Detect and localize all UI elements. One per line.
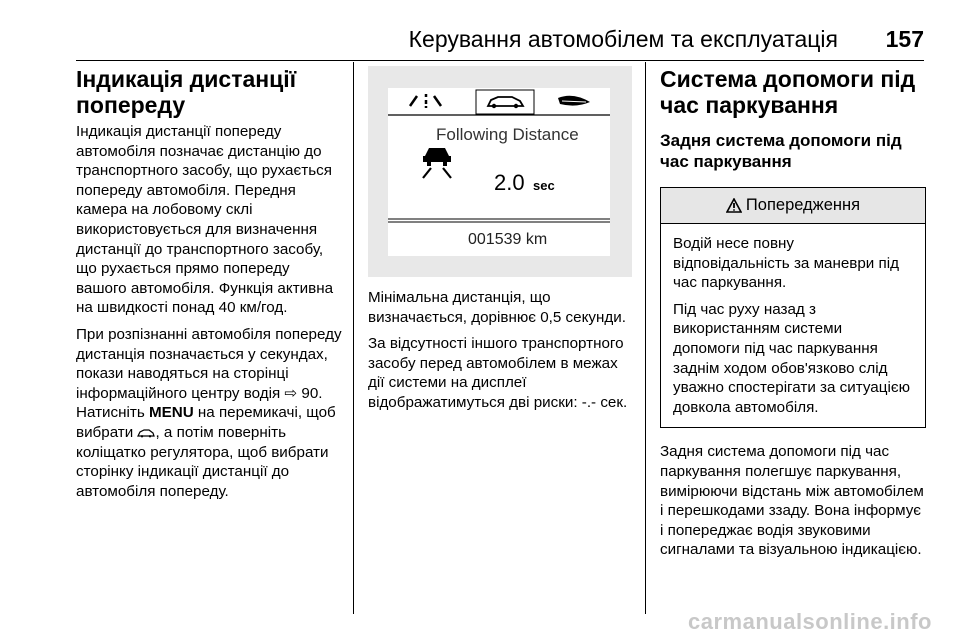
header-divider xyxy=(76,60,924,61)
page-reference-link[interactable]: 90 xyxy=(301,384,319,402)
distance-value: 2.0 xyxy=(494,170,525,195)
distance-unit: sec xyxy=(533,178,555,193)
page-header xyxy=(76,26,924,60)
vehicle-info-icon xyxy=(137,428,155,438)
paragraph: Мінімальна дистанція, що визначається, дорівнює 0,5 секунди. xyxy=(368,289,626,326)
column-divider-1 xyxy=(353,62,354,614)
menu-button-label: MENU xyxy=(148,404,194,422)
warning-box xyxy=(660,187,926,428)
section-heading-parking-assist: Система допомоги під час паркування xyxy=(660,66,916,118)
paragraph: Індикація дистанції попереду автомобіля позначає дистанцію до транспортного засобу, що рухається попереду автомобіля. Передня камера на лобовому склі використовується для визначення дистанції до транспортного засобу, що рухається прямо попереду вашого автомобіля. Функція активна на швидкості понад 40 км/год. xyxy=(76,123,334,317)
screen-title: Following Distance xyxy=(436,125,579,144)
warning-title: Попередження xyxy=(745,196,861,214)
paragraph: Задня система допомоги під час паркування полегшує паркування, вимірюючи відстань між автомобілем і перешкодами ззаду. Вона інформує і попереджає водія звуковими сигналами та візуальною індикацією. xyxy=(660,443,924,559)
odometer: 001539 km xyxy=(468,231,548,248)
text-run: , а потім поверніть коліщатко регулятора, щоб вибрати сторінку індикації дистанції до автомобіля попереду. xyxy=(76,423,329,500)
header-title: Керування автомобілем та експлуатація xyxy=(408,26,838,52)
dic-display-illustration xyxy=(368,66,632,277)
dic-screen xyxy=(388,88,610,256)
distance-car-icon xyxy=(423,148,451,178)
page-number: 157 xyxy=(885,26,924,52)
paragraph: За відсутності іншого транспортного засобу перед автомобілем в межах дії системи на дисплеї відображатимуться дві риски: -.- сек. xyxy=(368,335,628,411)
column-1 xyxy=(76,66,344,508)
text-run: . Натисніть xyxy=(76,384,323,422)
warning-paragraph: Водій несе повну відповідальність за маневри під час паркування. xyxy=(673,235,899,292)
column-2 xyxy=(368,66,632,420)
eco-leaf-icon xyxy=(558,96,590,106)
text-run: При розпізнанні автомобіля попереду дистанція позначається у секундах, покази наводяться на сторінці інформаційного центру водія xyxy=(76,325,342,402)
lane-departure-icon xyxy=(410,94,441,108)
column-divider-2 xyxy=(645,62,646,614)
column-3 xyxy=(660,66,926,567)
subsection-heading-rear-parking-assist: Задня система допомоги під час паркування xyxy=(660,131,902,171)
page-reference-icon: ⇨ xyxy=(284,384,298,402)
paragraph xyxy=(76,325,344,501)
warning-triangle-icon xyxy=(726,198,742,213)
distance-readout xyxy=(494,170,555,196)
watermark: carmanualsonline.info xyxy=(688,609,932,634)
warning-header xyxy=(661,188,925,224)
section-heading-following-distance: Індикація дистанції попереду xyxy=(76,66,297,118)
warning-paragraph: Під час руху назад з використанням системи допомоги під час паркування заднім ходом обов'язково слід уважно спостерігати за ситуацією довкола автомобіля. xyxy=(673,300,910,416)
text-run: на перемикачі, щоб вибрати xyxy=(76,404,336,441)
warning-body xyxy=(661,224,925,427)
